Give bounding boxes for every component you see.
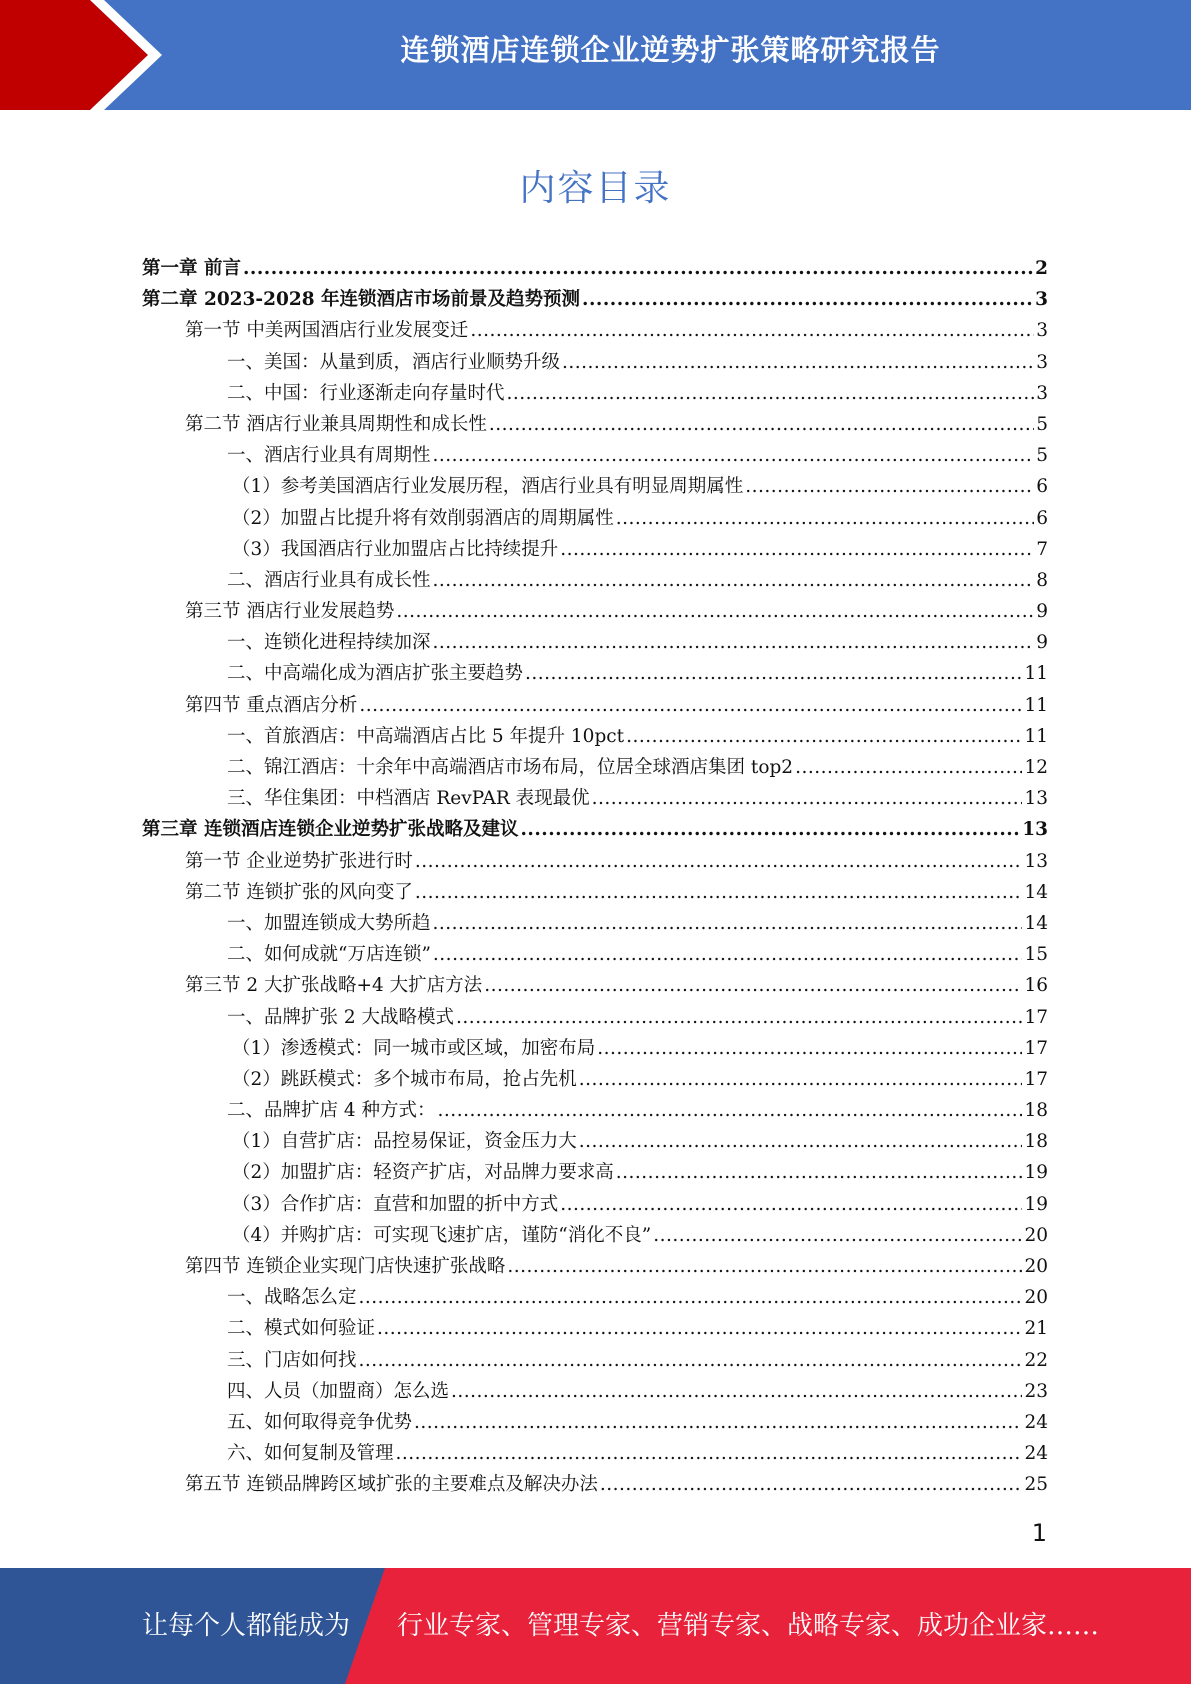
toc-entry[interactable] [142, 690, 1048, 721]
header-red-arrow [0, 0, 148, 110]
toc-entry[interactable] [142, 814, 1048, 845]
toc-entry-label: 第二章 2023-2028 年连锁酒店市场前景及趋势预测 [142, 289, 581, 311]
toc-dot-leader [396, 596, 1034, 627]
toc-entry[interactable] [142, 409, 1048, 440]
toc-entry-page: 11 [1024, 663, 1048, 685]
toc-entry[interactable] [142, 939, 1048, 970]
toc-entry-page: 12 [1024, 757, 1048, 778]
toc-entry-label: （4）并购扩店：可实现飞速扩店，谨防“消化不良” [232, 1224, 652, 1246]
toc-entry-label: 三、华住集团：中档酒店 RevPAR 表现最优 [227, 788, 590, 810]
toc-dot-leader [600, 1469, 1023, 1500]
toc-entry-page: 6 [1036, 476, 1048, 498]
toc-dot-leader [626, 721, 1022, 752]
toc-entry-page: 17 [1024, 1037, 1048, 1059]
toc-dot-leader [582, 284, 1033, 315]
toc-entry[interactable] [142, 1251, 1048, 1282]
toc-entry-page: 24 [1024, 1443, 1048, 1465]
toc-entry-page: 15 [1024, 944, 1048, 966]
toc-entry-page: 13 [1024, 850, 1048, 872]
toc-entry[interactable] [142, 315, 1048, 346]
toc-entry-label: 第五节 连锁品牌跨区域扩张的主要难点及解决办法 [185, 1474, 598, 1496]
toc-entry-label: （3）我国酒店行业加盟店占比持续提升 [232, 538, 559, 560]
toc-heading: 内容目录 [519, 168, 672, 209]
toc-entry[interactable] [142, 1407, 1048, 1438]
toc-entry[interactable] [142, 1189, 1048, 1220]
toc-dot-leader [579, 1064, 1023, 1095]
toc-entry-label: 第二节 连锁扩张的风向变了 [185, 881, 413, 903]
toc-dot-leader [414, 1407, 1022, 1438]
toc-entry-label: 二、模式如何验证 [227, 1318, 376, 1340]
toc-entry-page: 11 [1024, 694, 1048, 716]
toc-dot-leader [470, 315, 1034, 346]
toc-entry-label: （1）自营扩店：品控易保证，资金压力大 [232, 1131, 577, 1153]
toc-entry-label: 一、美国：从量到质，酒店行业顺势升级 [227, 351, 561, 373]
toc-dot-leader [560, 534, 1034, 565]
toc-entry-label: （1）参考美国酒店行业发展历程，酒店行业具有明显周期属性 [232, 476, 744, 498]
toc-entry-label: 第三节 2 大扩张战略+4 大扩店方法 [185, 975, 483, 997]
page-number: 1 [1031, 1519, 1047, 1547]
toc-entry-page: 3 [1036, 351, 1048, 373]
toc-dot-leader [433, 939, 1023, 970]
toc-entry[interactable] [142, 565, 1048, 596]
toc-entry-page: 13 [1022, 819, 1048, 841]
toc-dot-leader [456, 1002, 1022, 1033]
toc-dot-leader [507, 378, 1035, 409]
toc-dot-leader [243, 253, 1033, 284]
toc-dot-leader [433, 627, 1035, 658]
toc-entry-page: 19 [1024, 1193, 1048, 1215]
toc-entry-label: 四、人员（加盟商）怎么选 [227, 1380, 450, 1402]
toc-entry[interactable] [142, 1438, 1048, 1469]
toc-dot-leader [579, 1126, 1023, 1157]
toc-entry-label: 二、酒店行业具有成长性 [227, 569, 431, 591]
toc-dot-leader [507, 1251, 1022, 1282]
toc-entry[interactable] [142, 721, 1048, 752]
toc-entry-page: 20 [1024, 1287, 1048, 1309]
document-title: 连锁酒店连锁企业逆势扩张策略研究报告 [400, 33, 941, 67]
toc-entry[interactable] [142, 1064, 1048, 1095]
toc-entry-label: 一、首旅酒店：中高端酒店占比 5 年提升 10pct [227, 725, 625, 747]
toc-entry[interactable] [142, 783, 1048, 814]
toc-entry-label: 二、如何成就“万店连锁” [227, 944, 431, 966]
toc-entry-page: 18 [1024, 1100, 1048, 1122]
toc-entry-page: 18 [1024, 1131, 1048, 1153]
table-of-contents [142, 253, 1048, 1501]
footer-slogan-right: 行业专家、管理专家、营销专家、战略专家、成功企业家…… [397, 1611, 1100, 1641]
toc-entry-label: 一、品牌扩张 2 大战略模式 [227, 1006, 455, 1028]
toc-entry[interactable] [142, 471, 1048, 502]
toc-dot-leader [484, 970, 1022, 1001]
toc-entry[interactable] [142, 1095, 1048, 1126]
toc-entry[interactable] [142, 440, 1048, 471]
toc-entry[interactable] [142, 1282, 1048, 1313]
toc-entry-page: 23 [1024, 1380, 1048, 1402]
toc-entry-label: 第二节 酒店行业兼具周期性和成长性 [185, 413, 487, 435]
toc-entry-label: 五、如何取得竞争优势 [227, 1411, 413, 1433]
toc-entry-page: 22 [1024, 1349, 1048, 1371]
toc-entry-page: 16 [1024, 975, 1048, 997]
toc-dot-leader [616, 503, 1034, 534]
toc-entry[interactable] [142, 1002, 1048, 1033]
toc-entry[interactable] [142, 1469, 1048, 1500]
toc-entry-page: 7 [1036, 538, 1048, 560]
toc-dot-leader [745, 471, 1034, 502]
toc-entry-label: 第三节 酒店行业发展趋势 [185, 601, 395, 623]
toc-entry-page: 9 [1036, 601, 1048, 623]
toc-entry-label: 第四节 重点酒店分析 [185, 694, 358, 716]
toc-entry[interactable] [142, 1345, 1048, 1376]
toc-dot-leader [520, 814, 1020, 845]
toc-entry[interactable] [142, 970, 1048, 1001]
toc-dot-leader [560, 1189, 1022, 1220]
toc-entry[interactable] [142, 908, 1048, 939]
toc-entry-page: 3 [1036, 382, 1048, 404]
toc-dot-leader [616, 1157, 1023, 1188]
toc-entry-label: （2）跳跃模式：多个城市布局，抢占先机 [232, 1068, 577, 1090]
toc-entry-label: 第一节 企业逆势扩张进行时 [185, 850, 413, 872]
toc-entry-label: 一、连锁化进程持续加深 [227, 632, 431, 654]
toc-entry-label: 一、加盟连锁成大势所趋 [227, 912, 431, 934]
toc-entry-page: 17 [1024, 1006, 1048, 1028]
toc-dot-leader [359, 1282, 1023, 1313]
toc-entry-label: （3）合作扩店：直营和加盟的折中方式 [232, 1193, 559, 1215]
toc-entry-page: 11 [1024, 725, 1048, 747]
toc-entry-page: 21 [1024, 1318, 1048, 1340]
toc-entry-page: 8 [1036, 569, 1048, 591]
toc-entry-page: 13 [1024, 788, 1048, 810]
toc-entry[interactable] [142, 534, 1048, 565]
toc-entry-label: 二、品牌扩店 4 种方式： [227, 1100, 436, 1122]
toc-entry-page: 14 [1024, 881, 1048, 903]
toc-entry-page: 25 [1024, 1474, 1048, 1496]
toc-entry-page: 17 [1024, 1068, 1048, 1090]
toc-entry-page: 20 [1024, 1256, 1048, 1277]
toc-entry-label: （1）渗透模式：同一城市或区域，加密布局 [232, 1037, 596, 1059]
toc-entry[interactable] [142, 1313, 1048, 1344]
toc-entry[interactable] [142, 752, 1048, 783]
toc-entry-label: 一、酒店行业具有周期性 [227, 445, 431, 467]
toc-entry[interactable] [142, 596, 1048, 627]
toc-entry[interactable] [142, 627, 1048, 658]
toc-entry[interactable] [142, 1126, 1048, 1157]
toc-entry-label: 二、中国：行业逐渐走向存量时代 [227, 382, 505, 404]
toc-entry[interactable] [142, 1376, 1048, 1407]
toc-entry-page: 6 [1036, 507, 1048, 529]
toc-entry[interactable] [142, 503, 1048, 534]
toc-entry-page: 2 [1035, 258, 1048, 279]
toc-entry-label: 第三章 连锁酒店连锁企业逆势扩张战略及建议 [142, 819, 519, 841]
toc-dot-leader [653, 1220, 1022, 1251]
toc-entry-label: 六、如何复制及管理 [227, 1443, 394, 1465]
toc-entry-label: 第四节 连锁企业实现门店快速扩张战略 [185, 1256, 506, 1277]
toc-dot-leader [433, 440, 1035, 471]
toc-entry[interactable] [142, 1157, 1048, 1188]
toc-entry-label: 二、中高端化成为酒店扩张主要趋势 [227, 663, 524, 685]
toc-entry[interactable] [142, 253, 1048, 284]
page-footer [0, 1568, 1191, 1684]
toc-dot-leader [359, 690, 1022, 721]
toc-dot-leader [433, 908, 1023, 939]
toc-entry-label: 第一节 中美两国酒店行业发展变迁 [185, 320, 469, 342]
toc-entry-page: 20 [1024, 1224, 1048, 1246]
toc-entry-page: 19 [1024, 1162, 1048, 1184]
toc-dot-leader [415, 877, 1023, 908]
toc-dot-leader [438, 1095, 1023, 1126]
toc-dot-leader [489, 409, 1034, 440]
toc-entry-label: 二、锦江酒店：十余年中高端酒店市场布局，位居全球酒店集团 top2 [227, 757, 794, 778]
toc-dot-leader [592, 783, 1023, 814]
toc-entry-page: 5 [1036, 413, 1048, 435]
toc-entry[interactable] [142, 347, 1048, 378]
toc-entry-label: 三、门店如何找 [227, 1349, 357, 1371]
toc-entry[interactable] [142, 658, 1048, 689]
toc-entry-page: 9 [1036, 632, 1048, 654]
toc-entry[interactable] [142, 877, 1048, 908]
toc-entry-label: 一、战略怎么定 [227, 1287, 357, 1309]
toc-dot-leader [451, 1376, 1022, 1407]
toc-entry-page: 14 [1024, 912, 1048, 934]
toc-dot-leader [433, 565, 1035, 596]
toc-dot-leader [562, 347, 1034, 378]
toc-dot-leader [359, 1345, 1023, 1376]
toc-entry-page: 5 [1036, 445, 1048, 467]
toc-entry-page: 3 [1036, 320, 1048, 342]
toc-dot-leader [377, 1313, 1022, 1344]
toc-entry[interactable] [142, 284, 1048, 315]
footer-slogan-left: 让每个人都能成为 [142, 1611, 351, 1641]
toc-dot-leader [795, 752, 1022, 783]
toc-entry[interactable] [142, 846, 1048, 877]
toc-entry-label: （2）加盟扩店：轻资产扩店，对品牌力要求高 [232, 1162, 614, 1184]
toc-entry-label: （2）加盟占比提升将有效削弱酒店的周期属性 [232, 507, 614, 529]
toc-dot-leader [415, 846, 1023, 877]
toc-entry[interactable] [142, 1033, 1048, 1064]
toc-entry-label: 第一章 前言 [142, 258, 241, 279]
page-header [0, 0, 1191, 110]
toc-dot-leader [396, 1438, 1023, 1469]
toc-dot-leader [597, 1033, 1022, 1064]
toc-entry[interactable] [142, 1220, 1048, 1251]
toc-entry[interactable] [142, 378, 1048, 409]
toc-entry-page: 24 [1024, 1411, 1048, 1433]
toc-entry-page: 3 [1035, 289, 1048, 311]
toc-dot-leader [525, 658, 1022, 689]
